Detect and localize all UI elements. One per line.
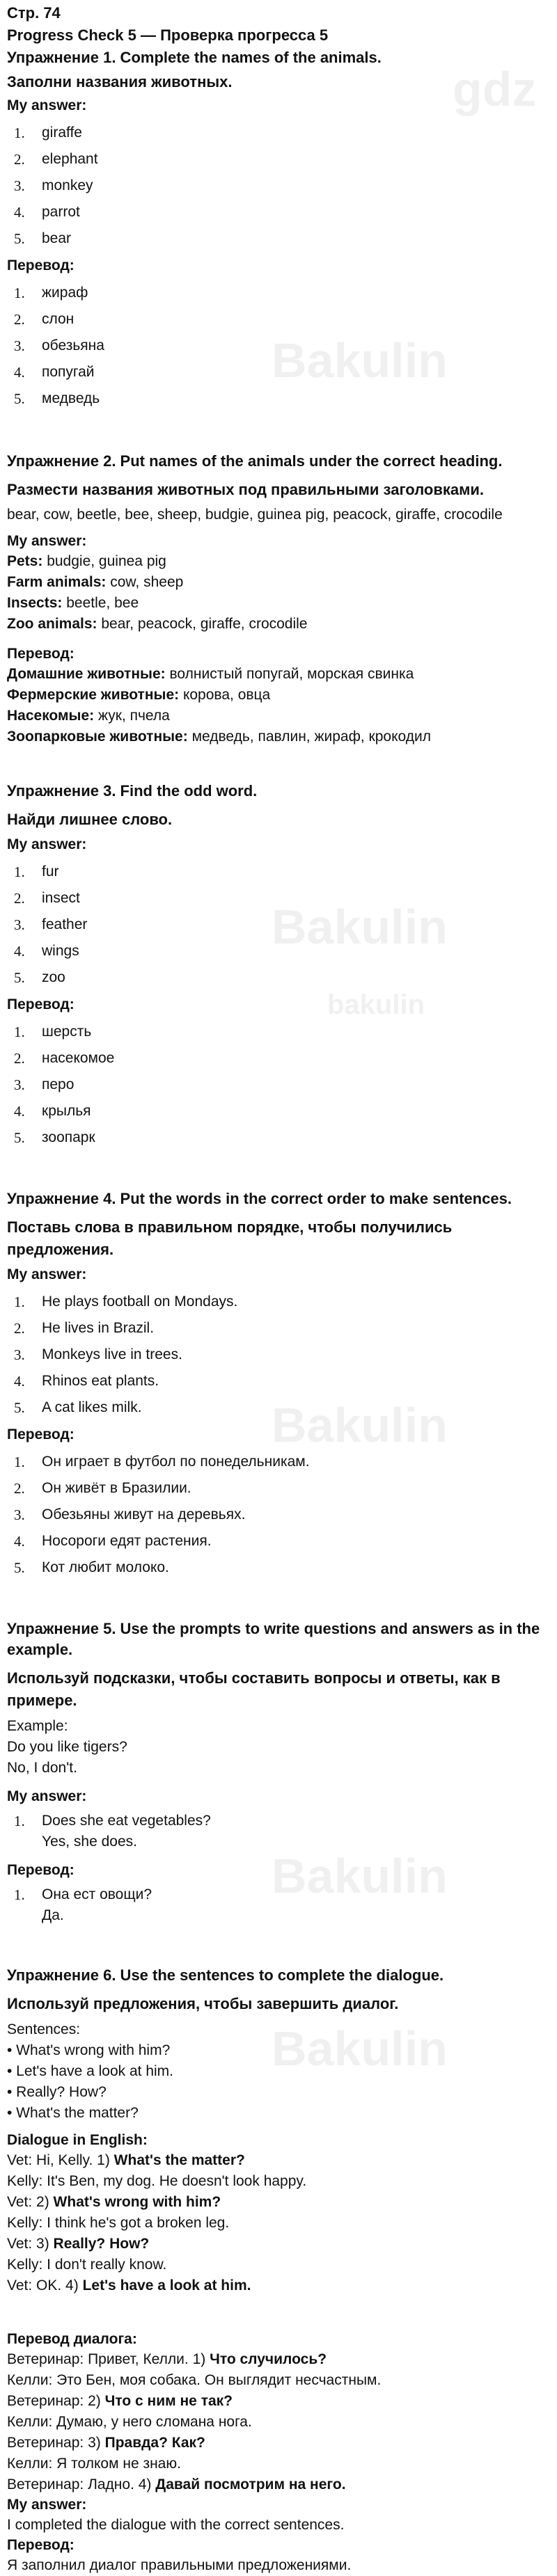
list-item: 3. перо	[14, 1076, 74, 1093]
list-item: 4. крылья	[14, 1103, 91, 1120]
translation-label: Перевод:	[7, 1426, 74, 1442]
dialogue-line: Ветеринар: 2) Что с ним не так?	[7, 2393, 233, 2409]
exercise-3	[7, 781, 550, 1151]
example-answer: No, I don't.	[7, 1760, 77, 1776]
answer-list	[7, 1811, 550, 1852]
watermark: Bakulin	[272, 1398, 448, 1452]
list-item: 4. Носороги едят растения.	[14, 1533, 212, 1550]
answer-text: I completed the dialogue with the correct sentences.	[7, 2517, 345, 2533]
list-item: 3. Обезьяны живут на деревьях.	[14, 1506, 246, 1523]
list-item: 1. Он играет в футбол по понедельникам.	[14, 1454, 310, 1470]
exercise-title: Упражнение 4. Put the words in the correct order to make sentences.	[7, 1190, 512, 1207]
group-line: Домашние животные: волнистый попугай, морская свинка	[7, 666, 414, 682]
list-item: 2. слон	[14, 311, 74, 328]
watermark: bakulin	[327, 989, 425, 1020]
list-item: 4. попугай	[14, 364, 95, 381]
list-item: 4. parrot	[14, 204, 80, 221]
group-line: Фермерские животные: корова, овца	[7, 687, 271, 703]
dialogue-en	[7, 2150, 550, 2296]
translation-list	[7, 1884, 550, 1926]
list-item: 4. wings	[14, 943, 79, 960]
answer-list	[7, 120, 550, 252]
dialogue-line: Келли: Думаю, у него сломана нога.	[7, 2414, 252, 2430]
list-item: 2. насекомое	[14, 1050, 115, 1067]
list-item: 5. медведь	[14, 390, 100, 407]
list-item: 3. обезьяна	[14, 337, 104, 354]
dialogue-line: Vet: Hi, Kelly. 1) What's the matter?	[7, 2152, 245, 2168]
dialogue-label: Dialogue in English:	[7, 2132, 148, 2148]
list-item: 5. A cat likes milk.	[14, 1399, 142, 1416]
translation-label: Перевод:	[7, 996, 74, 1012]
answer-list	[7, 859, 550, 991]
translation-list	[7, 280, 550, 412]
list-item: 1. giraffe	[14, 125, 82, 141]
sentence-item: • What's the matter?	[7, 2105, 139, 2121]
exercise-title: Упражнение 6. Use the sentences to complete the dialogue.	[7, 1966, 444, 1984]
dialogue-line: Kelly: It's Ben, my dog. He doesn't look happy.	[7, 2173, 307, 2189]
dialogue-line: Ветеринар: Привет, Келли. 1) Что случилось?	[7, 2351, 327, 2367]
exercise-5	[7, 1619, 550, 1926]
dialogue-ru	[7, 2349, 550, 2495]
dialogue-line: Vet: 2) What's wrong with him?	[7, 2194, 221, 2210]
exercise-2	[7, 451, 550, 747]
list-item: 2. He lives in Brazil.	[14, 1320, 155, 1337]
dialogue-line: Ветеринар: 3) Правда? Как?	[7, 2435, 205, 2451]
list-item: 1. He plays football on Mondays.	[14, 1294, 238, 1310]
sentences-label: Sentences:	[7, 2021, 81, 2037]
group-line: Зоопарковые животные: медведь, павлин, жираф, крокодил	[7, 729, 431, 745]
answer-label: My answer:	[7, 1266, 87, 1282]
watermark: Bakulin	[272, 2021, 448, 2076]
list-item: 1. жираф	[14, 285, 88, 301]
translation-groups	[7, 664, 550, 747]
list-item: 1. шерсть	[14, 1024, 92, 1040]
answer-list	[7, 1289, 550, 1421]
watermark: Bakulin	[272, 333, 448, 388]
group-line: Насекомые: жук, пчела	[7, 708, 170, 724]
group-line: Pets: budgie, guinea pig	[7, 553, 166, 569]
answer-label: My answer:	[7, 1788, 87, 1804]
sentence-item: • Really? How?	[7, 2084, 107, 2100]
list-item: 3. feather	[14, 916, 88, 933]
example-question: Do you like tigers?	[7, 1739, 127, 1755]
dialogue-line: Ветеринар: Ладно. 4) Давай посмотрим на него.	[7, 2476, 346, 2492]
list-item: 2. insect	[14, 890, 80, 907]
page-number: Стр. 74	[7, 4, 61, 22]
translation-list	[7, 1019, 550, 1151]
translation-label: Перевод:	[7, 257, 74, 273]
exercise-title: Упражнение 5. Use the prompts to write questions and answers as in the example.	[7, 1620, 540, 1658]
list-item: 1. Does she eat vegetables? Yes, she does.	[14, 1813, 211, 1850]
list-item: 5. bear	[14, 230, 72, 247]
translation-label: Перевод:	[7, 646, 74, 662]
page-title: Progress Check 5 — Проверка прогресса 5	[7, 26, 329, 44]
list-item: 2. Он живёт в Бразилии.	[14, 1480, 191, 1497]
exercise-subtitle: Размести названия животных под правильными заголовками.	[7, 481, 485, 498]
list-item: 1. fur	[14, 864, 59, 880]
list-item: 5. zoo	[14, 969, 65, 986]
list-item: 5. Кот любит молоко.	[14, 1559, 169, 1576]
exercise-6	[7, 1965, 550, 2576]
exercise-title: Упражнение 3. Find the odd word.	[7, 782, 258, 800]
dialogue-line: Vet: OK. 4) Let's have a look at him.	[7, 2277, 251, 2293]
answer-label: My answer:	[7, 97, 87, 113]
exercise-1	[7, 47, 550, 412]
group-line: Insects: beetle, bee	[7, 595, 139, 611]
dialogue-line: Келли: Я толком не знаю.	[7, 2456, 181, 2472]
list-item: 3. monkey	[14, 177, 93, 194]
group-line: Zoo animals: bear, peacock, giraffe, crocodile	[7, 616, 308, 632]
translation-list	[7, 1449, 550, 1581]
list-item: 5. зоопарк	[14, 1129, 95, 1146]
dialogue-translation-label: Перевод диалога:	[7, 2331, 137, 2347]
sentence-item: • Let's have a look at him.	[7, 2063, 173, 2079]
dialogue-line: Kelly: I think he's got a broken leg.	[7, 2215, 230, 2231]
exercise-subtitle: Поставь слова в правильном порядке, чтобы получились предложения.	[7, 1218, 453, 1258]
list-item: 2. elephant	[14, 151, 98, 168]
sentence-item: • What's wrong with him?	[7, 2042, 171, 2058]
dialogue-line: Kelly: I don't really know.	[7, 2257, 167, 2273]
dialogue-line: Vet: 3) Really? How?	[7, 2236, 150, 2252]
translation-text: Я заполнил диалог правильными предложениями.	[7, 2557, 352, 2573]
example-label: Example:	[7, 1718, 68, 1734]
exercise-title: Упражнение 2. Put names of the animals under the correct heading.	[7, 452, 503, 470]
exercise-title: Упражнение 1. Complete the names of the animals.	[7, 49, 382, 66]
answer-label: My answer:	[7, 836, 87, 852]
list-item: 4. Rhinos eat plants.	[14, 1373, 159, 1390]
exercise-subtitle: Используй подсказки, чтобы составить вопросы и ответы, как в примере.	[7, 1669, 501, 1709]
exercise-subtitle: Используй предложения, чтобы завершить диалог.	[7, 1995, 399, 2012]
translation-label: Перевод:	[7, 2537, 74, 2553]
watermark: gdz	[453, 62, 537, 116]
answer-groups	[7, 551, 550, 635]
word-bank: bear, cow, beetle, bee, sheep, budgie, guinea pig, peacock, giraffe, crocodile	[7, 507, 503, 523]
dialogue-line: Келли: Это Бен, моя собака. Он выглядит несчастным.	[7, 2372, 382, 2388]
exercise-subtitle: Заполни названия животных.	[7, 73, 233, 90]
exercise-4	[7, 1188, 550, 1581]
answer-label: My answer:	[7, 2497, 87, 2513]
group-line: Farm animals: cow, sheep	[7, 574, 184, 590]
list-item: 3. Monkeys live in trees.	[14, 1346, 182, 1363]
exercise-subtitle: Найди лишнее слово.	[7, 811, 173, 828]
watermark: Bakulin	[272, 1849, 448, 1903]
answer-label: My answer:	[7, 533, 87, 549]
list-item: 1. Она ест овощи? Да.	[14, 1886, 152, 1923]
translation-label: Перевод:	[7, 1862, 74, 1878]
watermark: Bakulin	[272, 900, 448, 954]
